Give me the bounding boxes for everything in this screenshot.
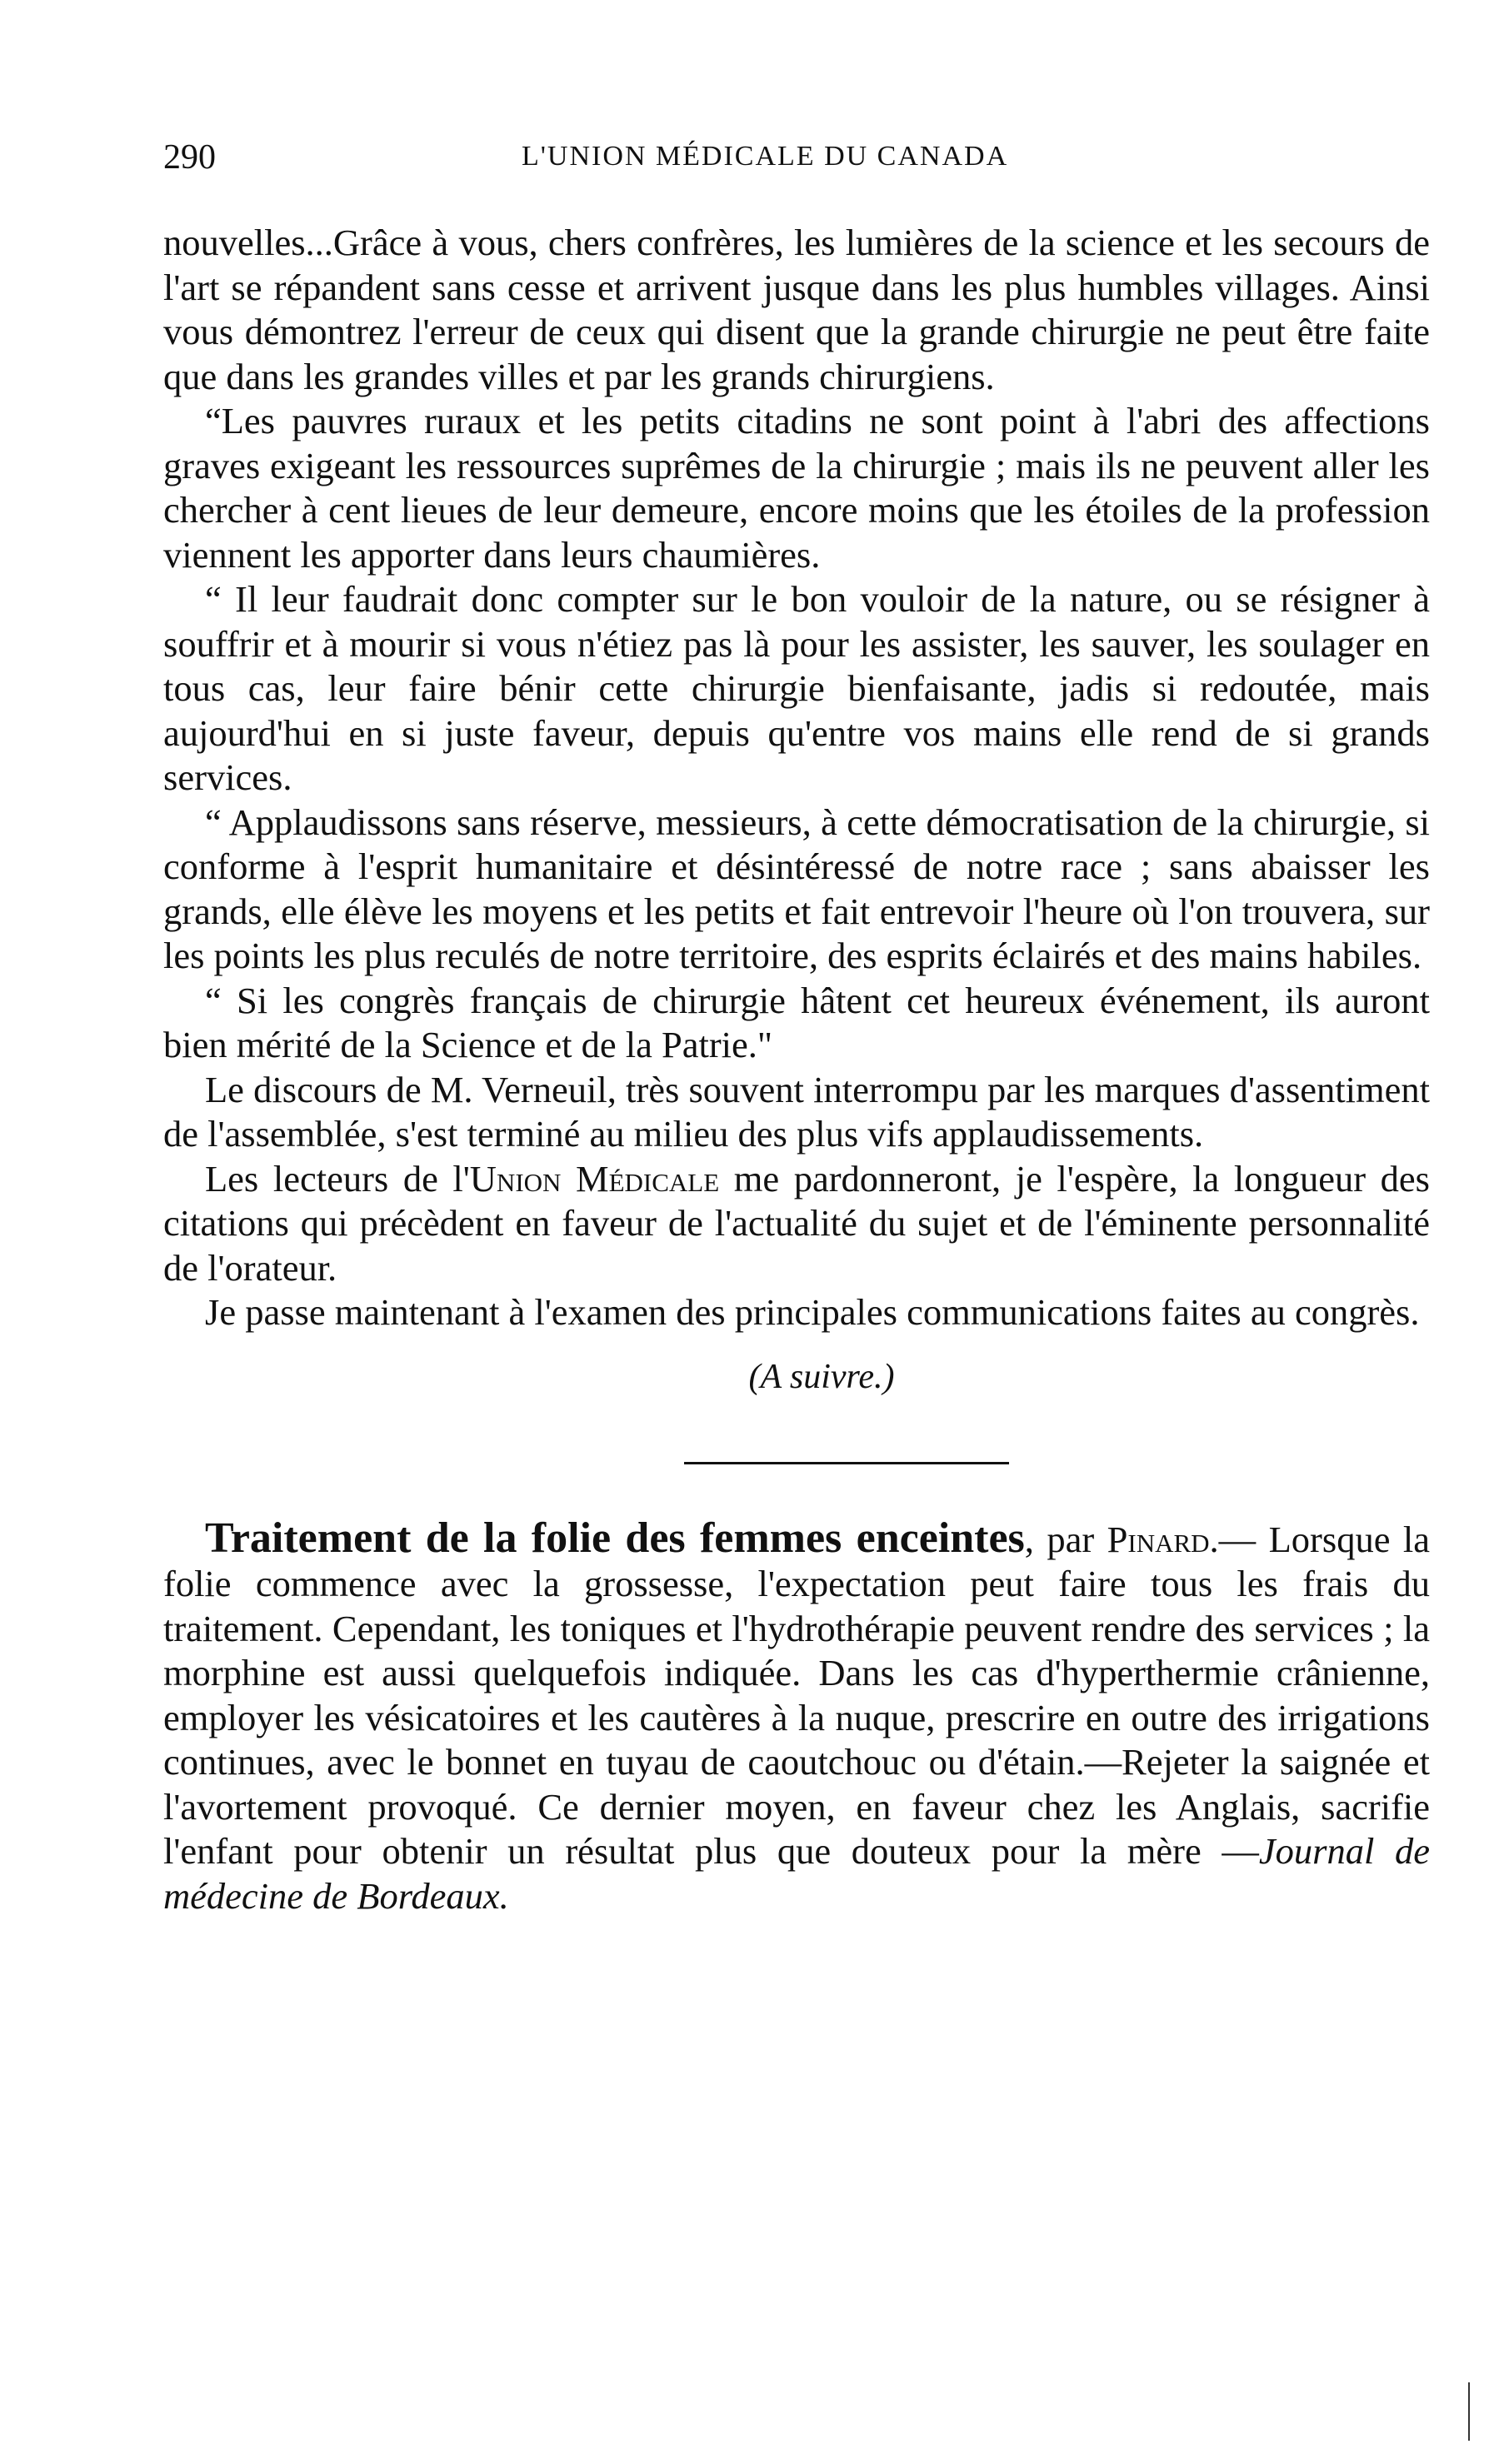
page-number: 290 xyxy=(163,138,216,177)
journal-title: L'UNION MÉDICALE DU CANADA xyxy=(522,141,1009,172)
article-text: Lorsque la folie commence avec la grossesse, l'expectation peut faire tous les frais du traitement. Cependant, les toniques et l'hydrothérapie peuvent rendre des services ; la morphine est aussi quelquefois indiquée. Dans les cas d'hyperthermie crânienne, employer les vésicatoires et les cautères à la nuque, prescrire en outre des irrigations continues, avec le bonnet en tuyau de caoutchouc ou d'étain.—Rejeter la saignée et l'avortement provoqué. Ce dernier moyen, en faveur chez les Anglais, sacrifie l'enfant pour obtenir un résultat plus que douteux pour la mère xyxy=(163,1518,1431,1872)
page xyxy=(163,137,1430,1918)
article-author: Pinard xyxy=(1107,1518,1210,1560)
paragraph-closing: Je passe maintenant à l'examen des principales communications faites au congrès. xyxy=(205,1291,1420,1333)
paragraph: “ Il leur faudrait donc compter sur le bon vouloir de la nature, ou se résigner à souffrir et à mourir si vous n'étiez pas là pour les assister, les sauver, les soulager en tous cas, leur faire bénir cette chirurgie bienfaisante, jadis si redoutée, mais aujourd'hui en si juste faveur, depuis qu'entre vos mains elle rend de si grands services. xyxy=(163,578,1430,798)
paragraph-readers xyxy=(163,1157,1430,1291)
article-title: Traitement de la folie des femmes enceintes xyxy=(205,1514,1025,1562)
paragraph: “ Applaudissons sans réserve, messieurs, à cette démocratisation de la chirurgie, si conforme à l'esprit humanitaire et désintéressé de notre race ; sans abaisser les grands, elle élève les moyens et les petits et fait entrevoir l'heure où l'on trouvera, sur les points les plus reculés de notre territoire, des esprits éclairés et des mains habiles. xyxy=(163,801,1430,976)
source-dash: — xyxy=(1222,1830,1259,1872)
continued-text xyxy=(163,221,1430,1335)
article-paragraph xyxy=(163,1516,1430,1919)
journal-name-inline: Union Médicale xyxy=(469,1157,720,1200)
paragraph: nouvelles...Grâce à vous, chers confrères, les lumières de la science et les secours de l'art se répandent sans cesse et arrivent jusque dans les plus humbles villages. Ainsi vous démontrez l'erreur de ceux qui disent que la grande chirurgie ne peut être faite que dans les grandes villes et par les grands chirurgiens. xyxy=(163,222,1430,397)
author-dash: .— xyxy=(1209,1518,1269,1560)
margin-mark xyxy=(1468,2382,1470,2441)
paragraph: “ Si les congrès français de chirurgie hâtent cet heureux événement, ils auront bien mérité de la Science et de la Patrie." xyxy=(163,979,1430,1065)
to-be-continued: (A suivre.) xyxy=(748,1357,895,1396)
title-separator: , par xyxy=(1024,1518,1107,1560)
article-source: Journal de médecine de Bordeaux. xyxy=(163,1830,1431,1917)
article xyxy=(163,1516,1430,1919)
paragraph: Le discours de M. Verneuil, très souvent interrompu par les marques d'assentiment de l'assemblée, s'est terminé au milieu des plus vifs applaudissements. xyxy=(163,1068,1430,1155)
readers-text-start: Les lecteurs de l' xyxy=(205,1157,470,1200)
section-divider xyxy=(684,1462,1009,1464)
paragraph: “Les pauvres ruraux et les petits citadins ne sont point à l'abri des affections graves exigeant les ressources suprêmes de la chirurgie ; mais ils ne peuvent aller les chercher à cent lieues de leur demeure, encore moins que les étoiles de la profession viennent les apporter dans leurs chaumières. xyxy=(163,400,1430,576)
running-head xyxy=(163,137,1430,187)
readers-text-end: me pardonneront, je l'espère, la longueur des citations qui précèdent en faveur de l'actualité du sujet et de l'éminente personnalité de l'orateur. xyxy=(163,1157,1430,1289)
